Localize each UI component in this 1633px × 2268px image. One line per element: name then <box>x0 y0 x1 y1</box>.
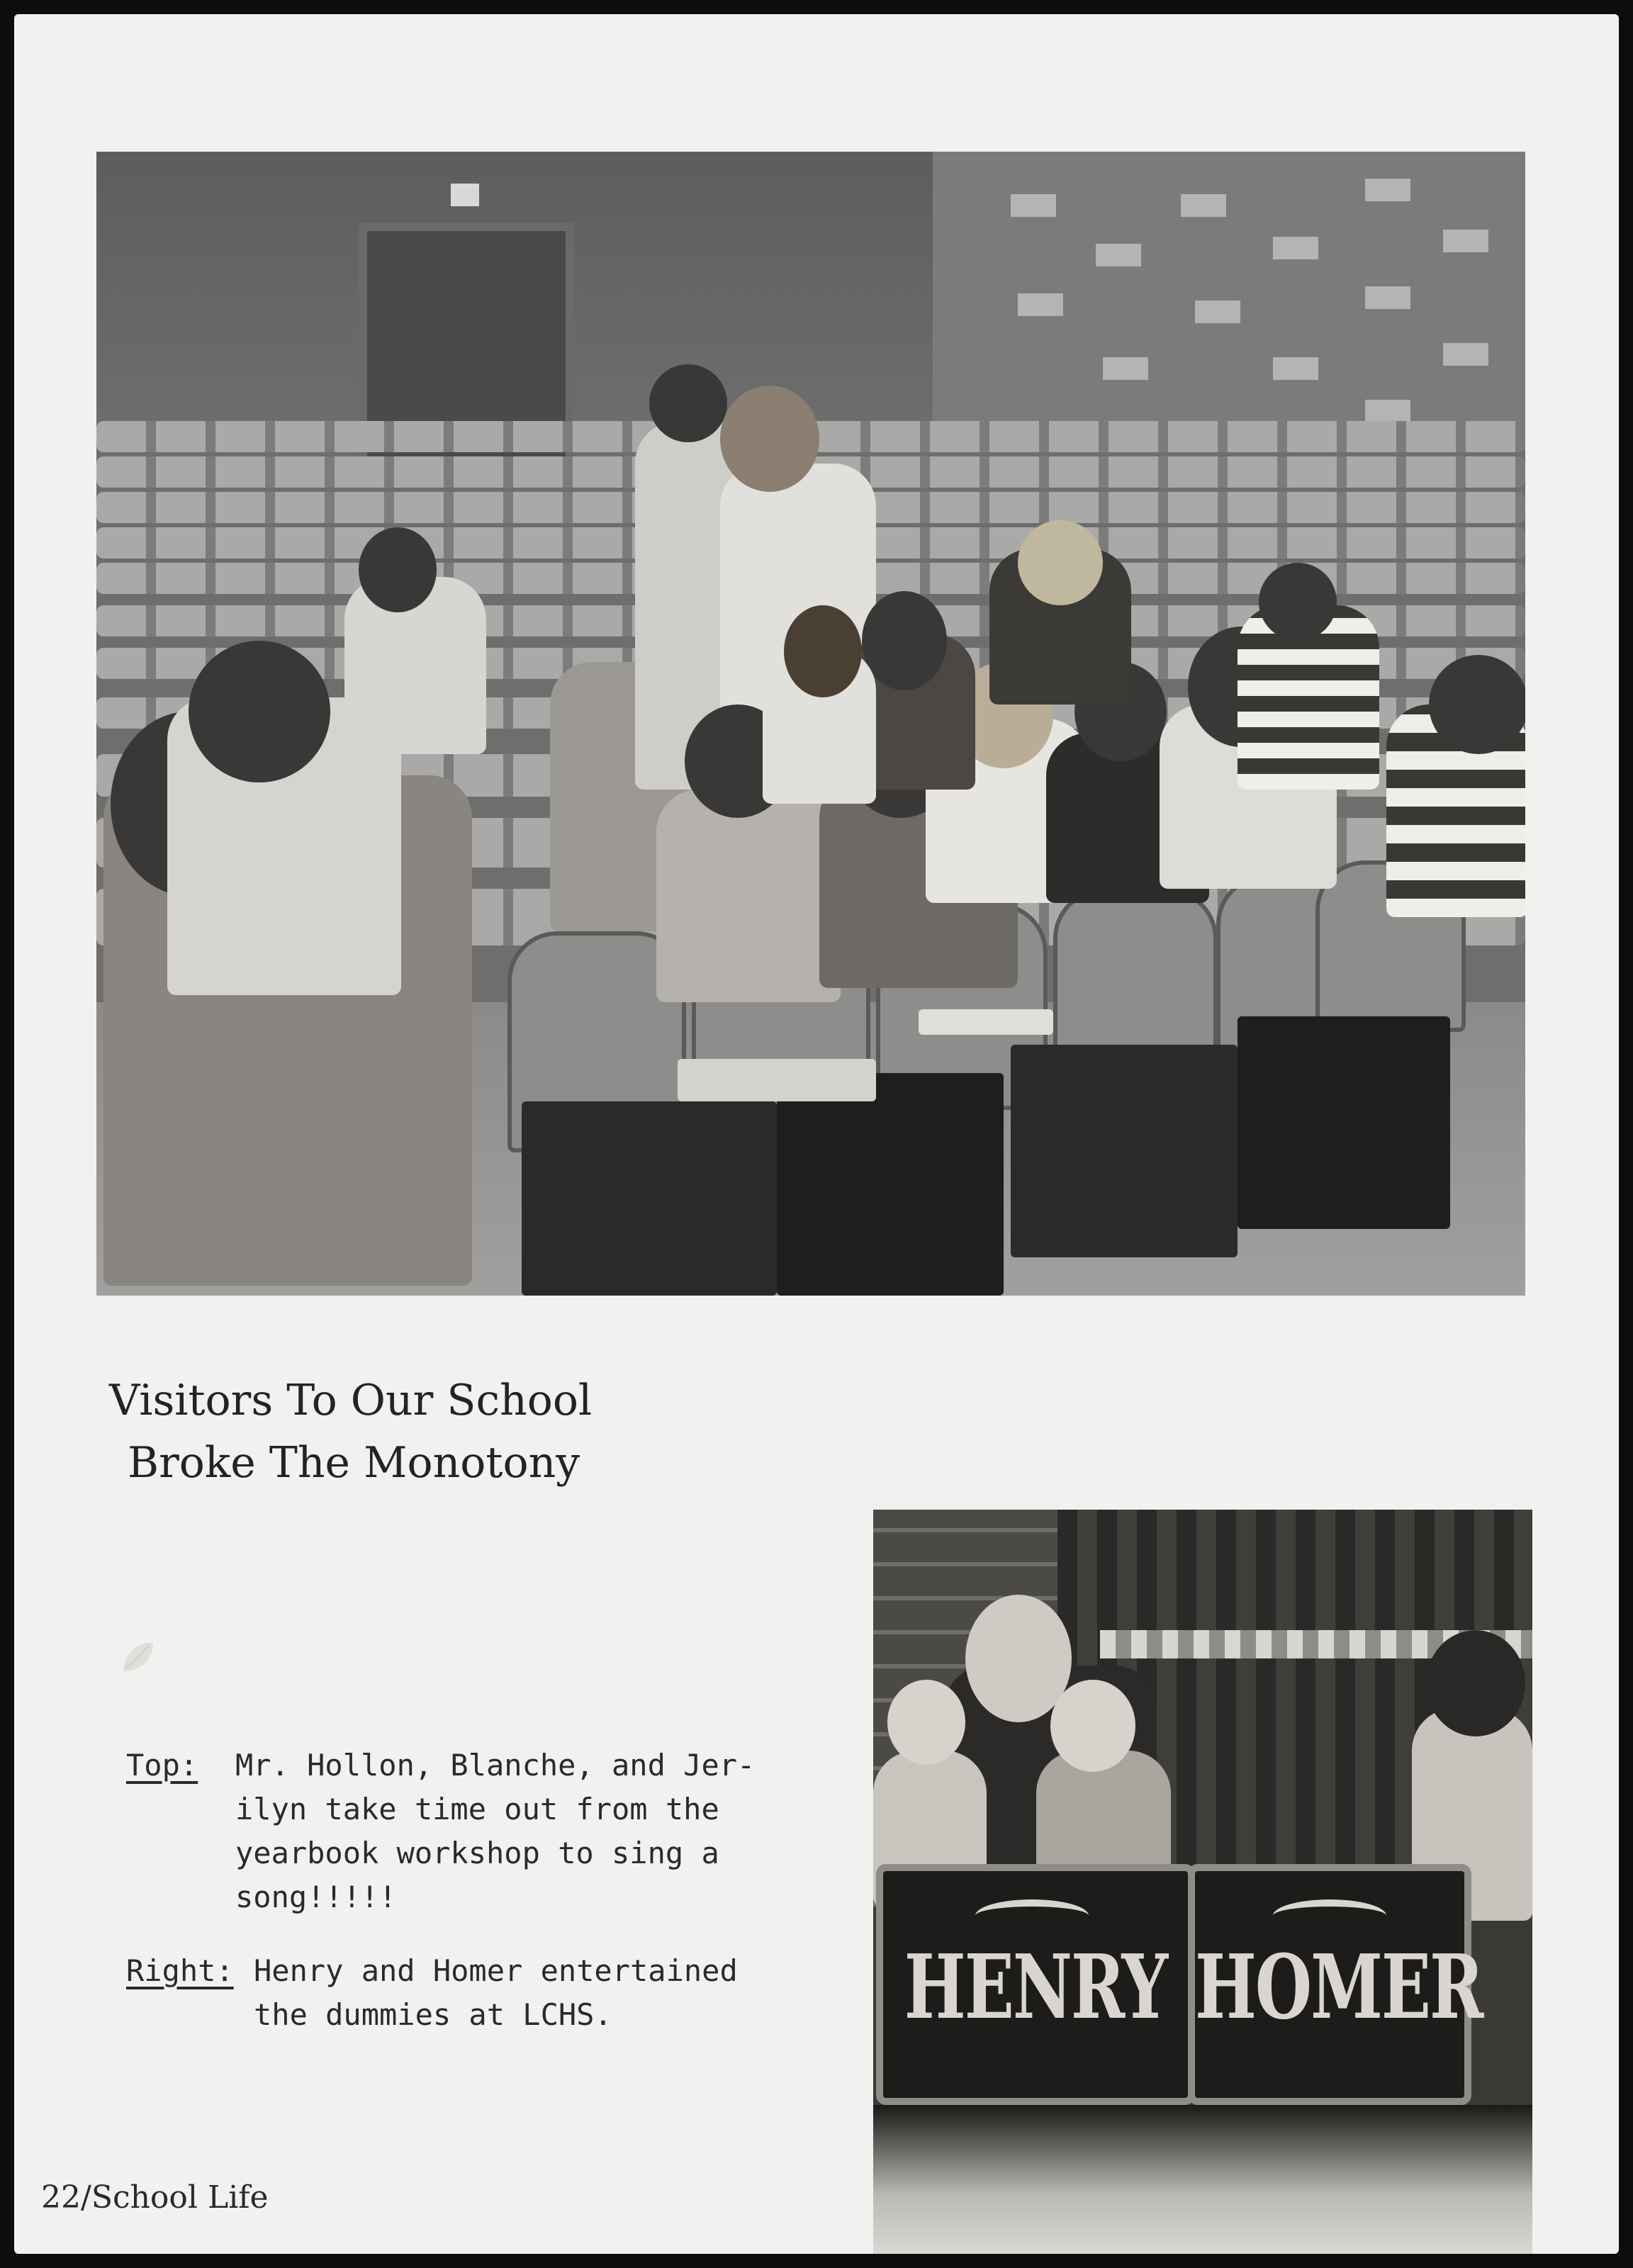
page-headline <box>109 1369 818 1494</box>
yearbook-page <box>14 14 1619 2254</box>
homer-sign-text: HOMER <box>1195 1936 1483 2039</box>
headline-line-1: Visitors To Our School <box>109 1376 593 1425</box>
homer-box <box>1188 1864 1483 2105</box>
henry-box <box>876 1864 1195 2105</box>
caption-right-text: Henry and Homer entertained the dummies at LCHS. <box>254 1953 738 2032</box>
headline-line-2: Broke The Monotony <box>128 1438 580 1488</box>
caption-right-label: Right: <box>126 1953 234 1988</box>
page-folio: 22/School Life <box>41 2179 269 2216</box>
right-photo-ventriloquist <box>873 1510 1532 2254</box>
top-photo-auditorium <box>96 152 1525 1296</box>
exit-light <box>451 184 479 206</box>
caption-top-label: Top: <box>126 1748 198 1783</box>
caption-top-text: Mr. Hollon, Blanche, and Jer- ilyn take time out from the yearbook workshop to sing a song!!!!! <box>235 1748 756 1914</box>
henry-sign-text: HENRY <box>904 1936 1167 2039</box>
leaf-ornament-icon <box>118 1637 157 1677</box>
